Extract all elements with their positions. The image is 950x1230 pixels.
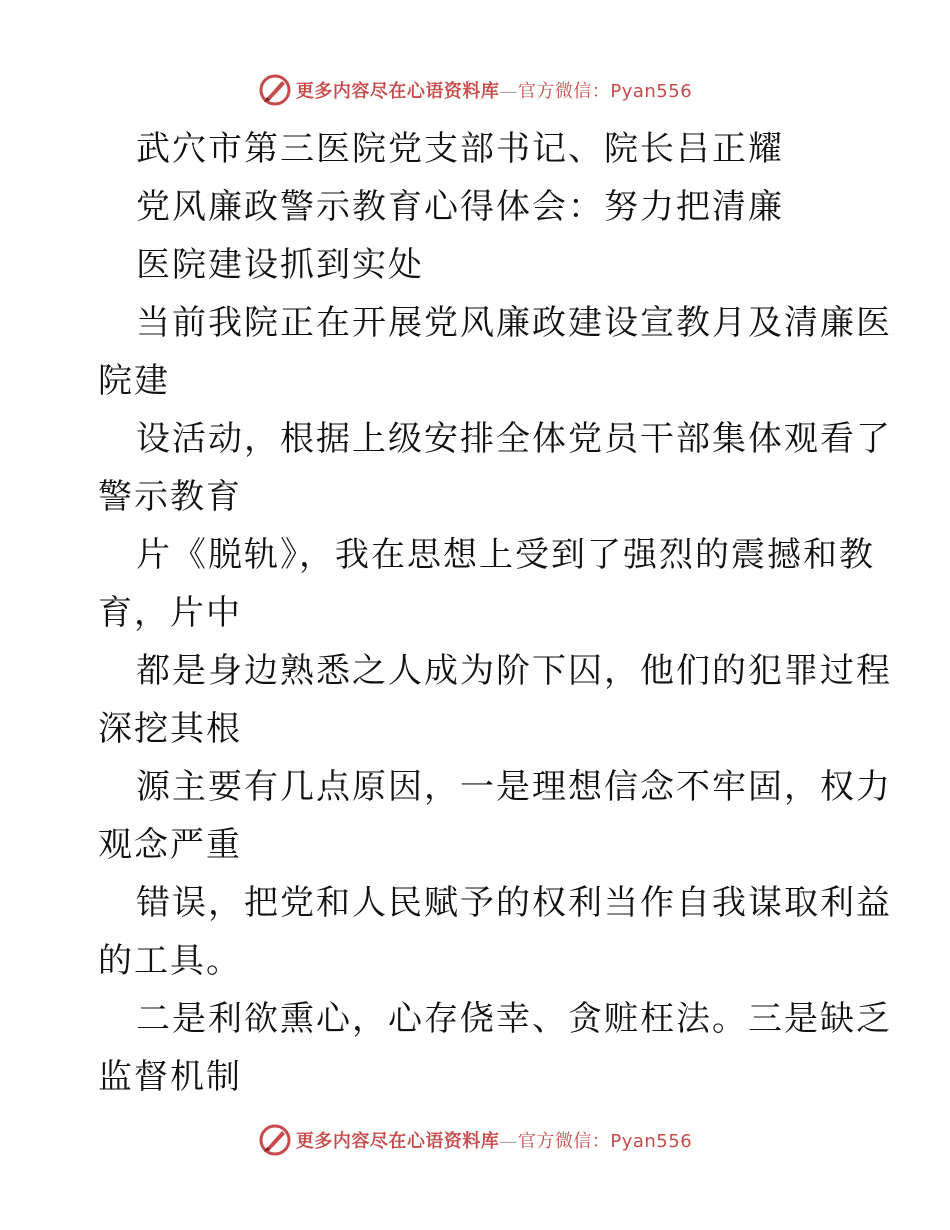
title-line: 医院建设抓到实处: [136, 245, 424, 285]
body-line: 当前我院正在开展党风廉政建设宣教月及清廉医: [136, 303, 892, 343]
body-line: 观念严重: [98, 825, 242, 865]
body-line: 的工具。: [98, 941, 242, 981]
body-line: 设活动，根据上级安排全体党员干部集体观看了: [136, 419, 892, 459]
body-line: 都是身边熟悉之人成为阶下囚，他们的犯罪过程: [136, 651, 892, 691]
header-banner-text: [296, 77, 692, 103]
title-line: 党风廉政警示教育心得体会：努力把清廉: [136, 187, 784, 227]
body-line: 警示教育: [98, 477, 242, 517]
document-body: [98, 120, 892, 1106]
body-line: 二是利欲熏心，心存侥幸、贪赃枉法。三是缺乏: [136, 999, 892, 1039]
quill-pen-logo-icon: [258, 1123, 292, 1157]
header-banner: [0, 70, 950, 110]
header-brand: 更多内容尽在心语资料库: [295, 81, 500, 102]
header-separator: —: [499, 81, 518, 102]
footer-wechat-label: 官方微信：: [517, 1131, 611, 1152]
title-line: 武穴市第三医院党支部书记、院长吕正耀: [136, 129, 784, 169]
footer-banner: [0, 1120, 950, 1160]
footer-wechat-id: Pyan556: [610, 1131, 693, 1152]
body-line: 监督机制: [98, 1057, 242, 1097]
body-line: 育，片中: [98, 593, 242, 633]
body-line: 片《脱轨》，我在思想上受到了强烈的震撼和教: [136, 535, 875, 575]
body-line: 院建: [98, 361, 170, 401]
header-wechat-label: 官方微信：: [517, 81, 611, 102]
footer-separator: —: [499, 1131, 518, 1152]
footer-banner-text: [296, 1127, 692, 1153]
body-line: 错误，把党和人民赋予的权利当作自我谋取利益: [136, 883, 892, 923]
body-line: 深挖其根: [98, 709, 242, 749]
body-line: 源主要有几点原因，一是理想信念不牢固，权力: [136, 767, 892, 807]
quill-pen-logo-icon: [258, 73, 292, 107]
header-wechat-id: Pyan556: [610, 81, 693, 102]
footer-brand: 更多内容尽在心语资料库: [295, 1131, 500, 1152]
